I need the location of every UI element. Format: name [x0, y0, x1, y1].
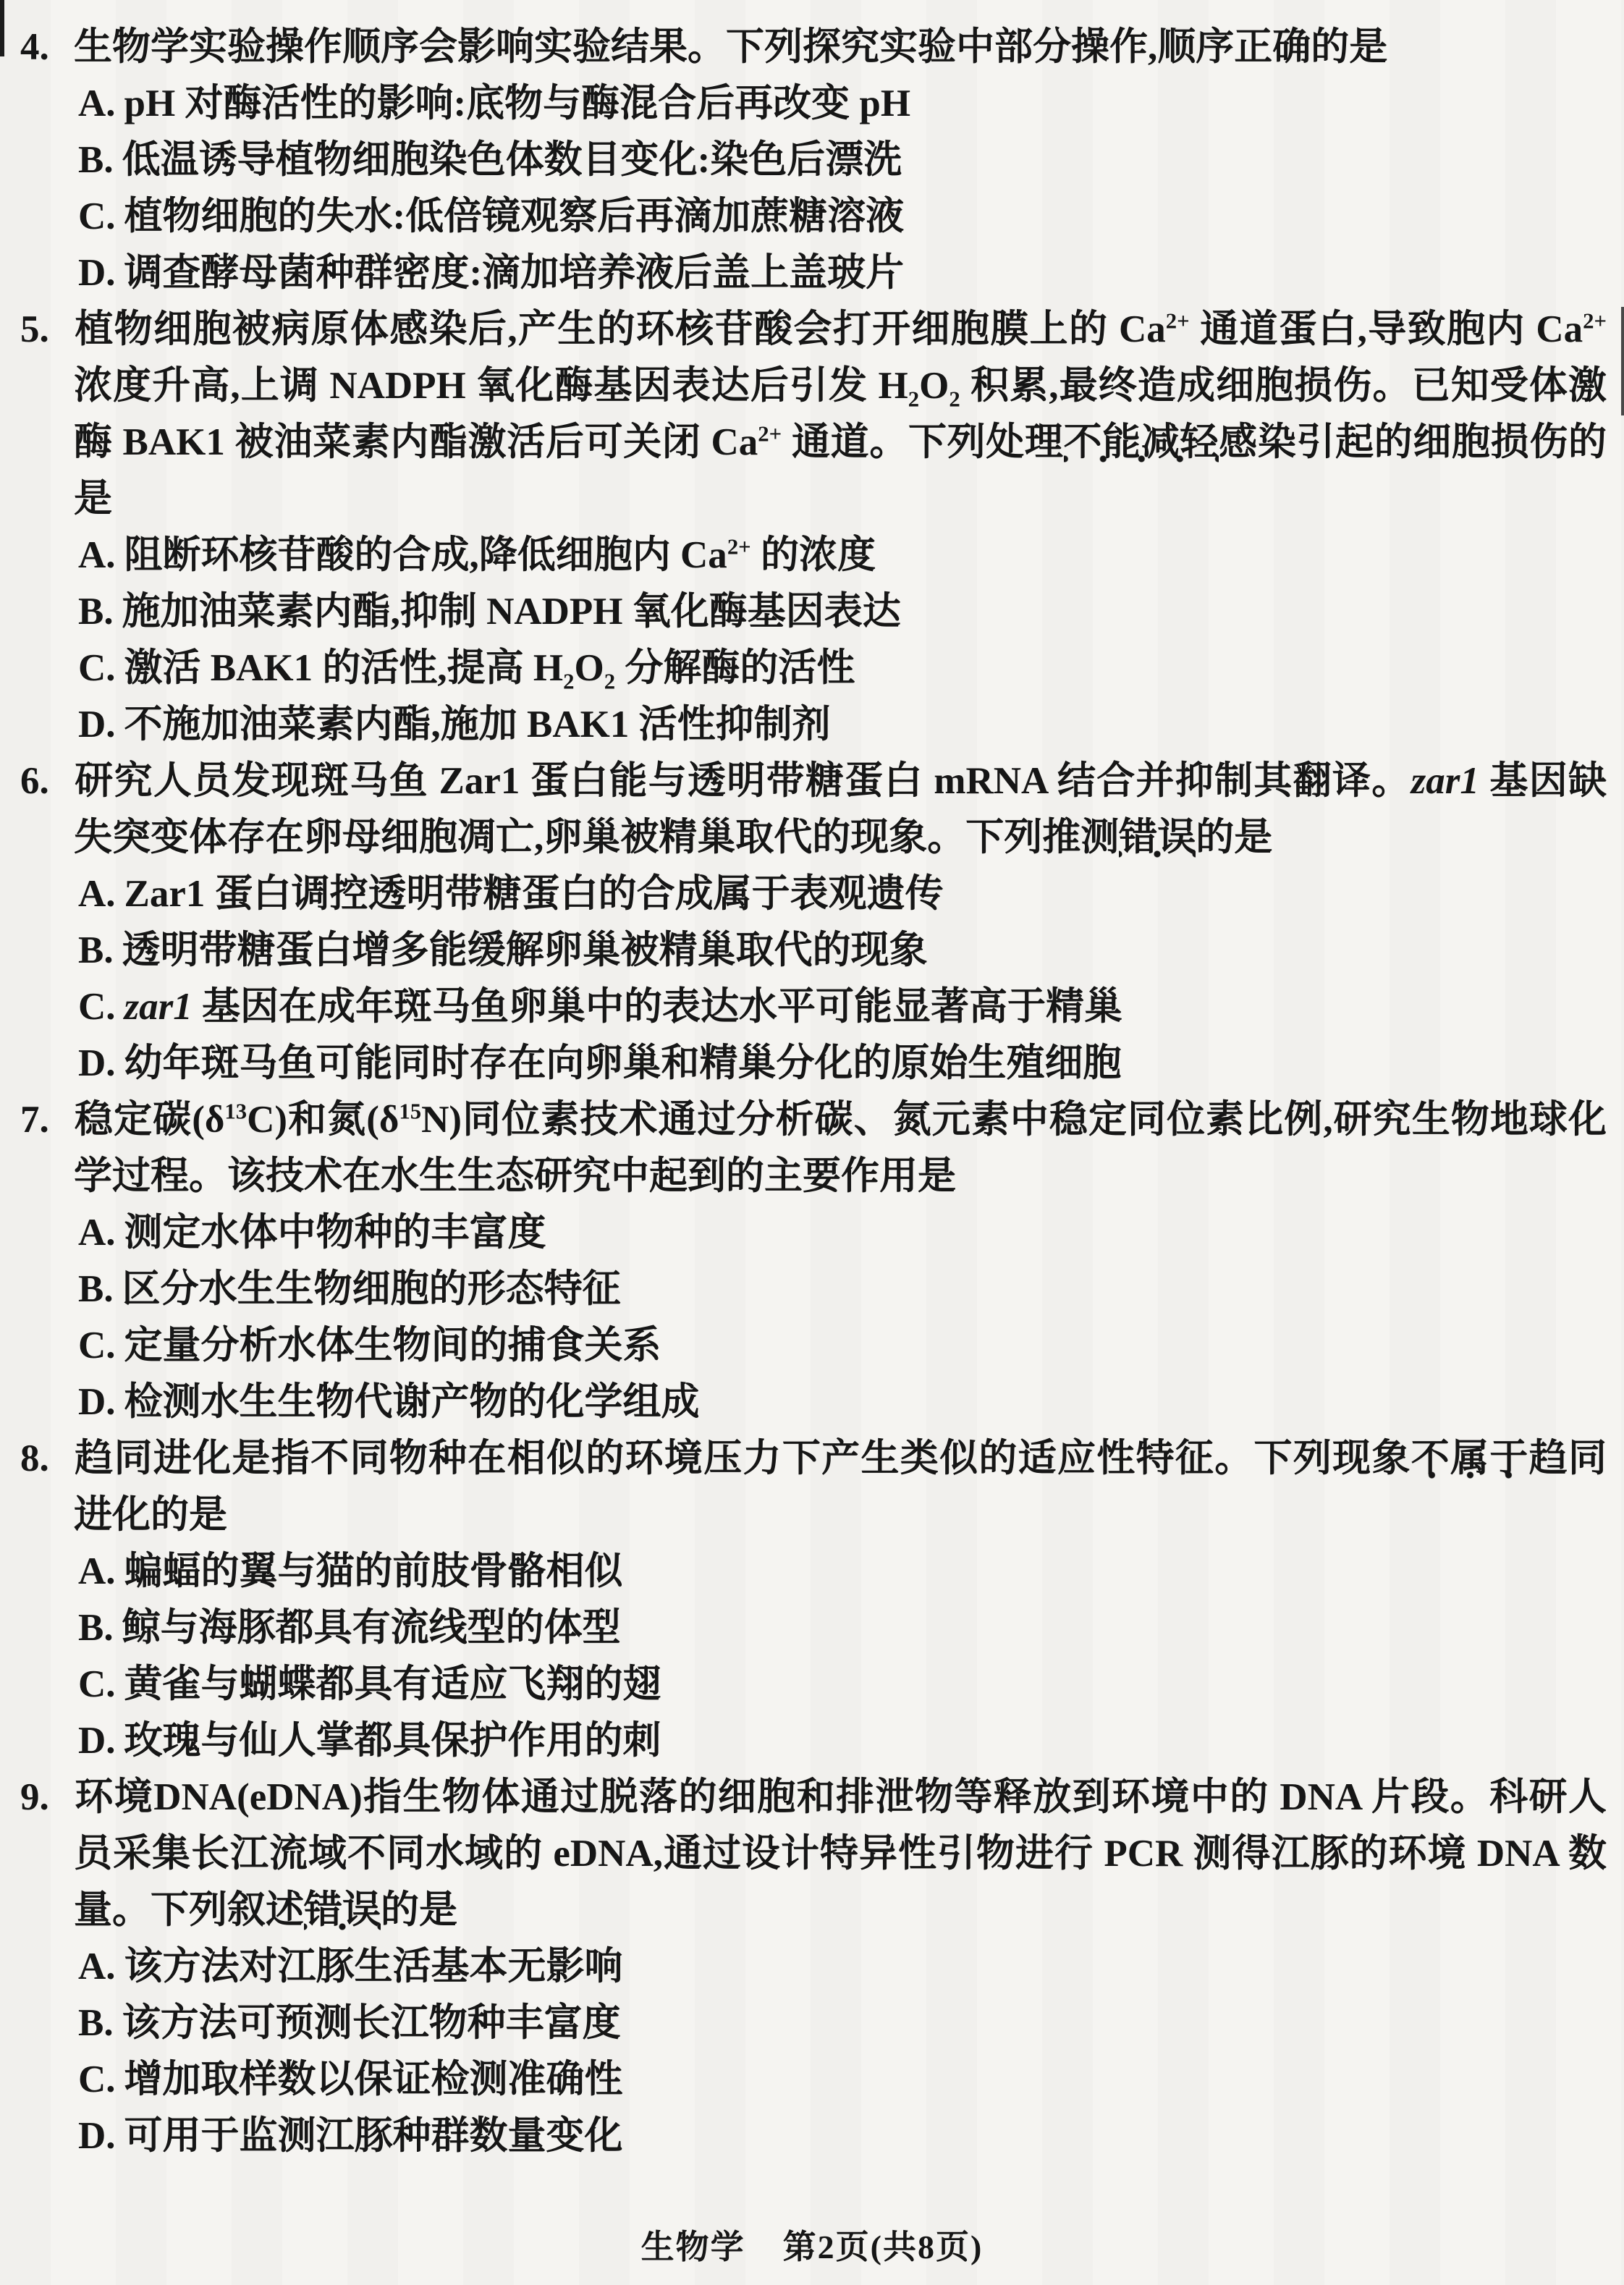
question-number: 5.: [20, 308, 49, 350]
option-text: 植物细胞的失水:低倍镜观察后再滴加蔗糖溶液: [124, 195, 905, 237]
question-stem: [20, 1091, 1607, 1204]
footer-subject: 生物学: [640, 2229, 745, 2265]
option-6A: [20, 866, 1607, 922]
option-6D: [20, 1035, 1607, 1091]
question-text: 环境DNA(eDNA)指生物体通过脱落的细胞和排泄物等释放到环境中的 DNA 片段。科研人员采集长江流域不同水域的 eDNA,通过设计特异性引物进行 PCR 测得江豚的环境 DNA 数量。下列叙述错误的是: [74, 1776, 1607, 1931]
scan-artifact-edge: [1621, 307, 1624, 415]
option-text: 不施加油菜素内酯,施加 BAK1 活性抑制剂: [124, 704, 831, 746]
question-stem: [20, 753, 1607, 866]
option-8B: [20, 1600, 1607, 1656]
option-8A: [20, 1543, 1607, 1600]
option-9A: [20, 1938, 1607, 1995]
question-9: [20, 1769, 1607, 2164]
question-4: [20, 19, 1607, 301]
question-stem: [20, 19, 1607, 75]
option-label: B.: [78, 2002, 114, 2044]
question-number: 9.: [20, 1776, 49, 1818]
question-number: 7.: [20, 1099, 49, 1141]
option-label: C.: [78, 986, 116, 1028]
question-number: 8.: [20, 1437, 49, 1479]
question-text: 生物学实验操作顺序会影响实验结果。下列探究实验中部分操作,顺序正确的是: [74, 26, 1388, 68]
option-text: 增加取样数以保证检测准确性: [124, 2058, 623, 2100]
page-footer: [0, 2219, 1624, 2276]
option-7A: [20, 1204, 1607, 1261]
option-label: B.: [78, 591, 114, 633]
question-5: [20, 301, 1607, 753]
question-list: [20, 19, 1607, 2164]
option-text: 幼年斑马鱼可能同时存在向卵巢和精巢分化的原始生殖细胞: [124, 1042, 1122, 1084]
option-4A: [20, 75, 1607, 132]
option-text: 阻断环核苷酸的合成,降低细胞内 $Ca^{2+}$ 的浓度: [124, 534, 876, 576]
question-8: [20, 1430, 1607, 1769]
option-label: D.: [78, 1042, 116, 1084]
option-label: C.: [78, 647, 116, 689]
question-text: 研究人员发现斑马鱼 Zar1 蛋白能与透明带糖蛋白 mRNA 结合并抑制其翻译。zar1 基因缺失突变体存在卵母细胞凋亡,卵巢被精巢取代的现象。下列推测错误的是: [74, 760, 1607, 858]
option-text: 透明带糖蛋白增多能缓解卵巢被精巢取代的现象: [122, 929, 928, 971]
question-stem: [20, 301, 1607, 527]
option-label: C.: [78, 2058, 116, 2100]
footer-page-number: 第2页(共8页): [782, 2229, 984, 2265]
option-text: 激活 BAK1 的活性,提高 $H_2O_2$ 分解酶的活性: [124, 647, 855, 694]
option-text: 检测水生生物代谢产物的化学组成: [124, 1381, 700, 1423]
option-label: A.: [78, 534, 116, 576]
question-number: 6.: [20, 760, 49, 802]
option-5D: [20, 696, 1607, 753]
question-number: 4.: [20, 26, 49, 68]
option-6B: [20, 922, 1607, 979]
option-label: D.: [78, 1720, 116, 1762]
option-9C: [20, 2051, 1607, 2108]
option-label: B.: [78, 1268, 114, 1310]
option-text: 低温诱导植物细胞染色体数目变化:染色后漂洗: [122, 139, 902, 181]
option-label: C.: [78, 1325, 116, 1367]
question-stem: [20, 1769, 1607, 1938]
option-8C: [20, 1656, 1607, 1712]
option-6C: [20, 979, 1607, 1035]
option-label: A.: [78, 1212, 116, 1254]
option-label: B.: [78, 929, 114, 971]
scan-artifact-edge: [0, 0, 4, 56]
option-7C: [20, 1317, 1607, 1374]
option-label: A.: [78, 1550, 116, 1592]
option-text: 该方法对江豚生活基本无影响: [124, 1946, 623, 1988]
option-label: D.: [78, 704, 116, 746]
option-label: C.: [78, 195, 116, 237]
option-text: 该方法可预测长江物种丰富度: [122, 2002, 621, 2044]
option-label: A.: [78, 83, 116, 124]
option-4D: [20, 245, 1607, 301]
option-text: 玫瑰与仙人掌都具保护作用的刺: [124, 1720, 661, 1762]
option-label: A.: [78, 1946, 116, 1988]
option-4B: [20, 132, 1607, 188]
option-4C: [20, 188, 1607, 245]
option-7D: [20, 1374, 1607, 1430]
option-label: C.: [78, 1663, 116, 1705]
option-7B: [20, 1261, 1607, 1317]
option-label: A.: [78, 873, 116, 915]
option-label: D.: [78, 2115, 116, 2157]
option-text: 施加油菜素内酯,抑制 NADPH 氧化酶基因表达: [122, 591, 901, 633]
question-stem: [20, 1430, 1607, 1543]
option-label: D.: [78, 1381, 116, 1423]
question-text: 植物细胞被病原体感染后,产生的环核苷酸会打开细胞膜上的 $Ca^{2+}$ 通道蛋白,导致胞内 $Ca^{2+}$ 浓度升高,上调 NADPH 氧化酶基因表达后引发 $H_2O_2$ 积累,最终造成细胞损伤。已知受体激酶 BAK1 被油菜素内酯激活后可关闭 $Ca^{2+}$ 通道。下列处理不能减轻感染引起的细胞损伤的是: [74, 308, 1607, 520]
option-5B: [20, 583, 1607, 640]
question-text: 趋同进化是指不同物种在相似的环境压力下产生类似的适应性特征。下列现象不属于趋同进化的是: [74, 1437, 1607, 1536]
option-9D: [20, 2108, 1607, 2164]
option-text: 测定水体中物种的丰富度: [124, 1212, 546, 1254]
option-text: 可用于监测江豚种群数量变化: [124, 2115, 623, 2157]
question-text: 稳定碳$(\delta^{13}C)$和氮$(\delta^{15}N)$同位素技术通过分析碳、氮元素中稳定同位素比例,研究生物地球化学过程。该技术在水生生态研究中起到的主要作用是: [74, 1099, 1607, 1197]
option-text: 鲸与海豚都具有流线型的体型: [122, 1607, 621, 1649]
option-8D: [20, 1712, 1607, 1769]
option-label: B.: [78, 1607, 114, 1649]
option-text: Zar1 蛋白调控透明带糖蛋白的合成属于表观遗传: [124, 873, 944, 915]
option-5C: [20, 640, 1607, 696]
option-9B: [20, 1995, 1607, 2051]
option-label: D.: [78, 252, 116, 294]
option-5A: [20, 527, 1607, 583]
option-text: 调查酵母菌种群密度:滴加培养液后盖上盖玻片: [124, 252, 905, 294]
question-6: [20, 753, 1607, 1091]
option-text: pH 对酶活性的影响:底物与酶混合后再改变 pH: [124, 83, 911, 124]
option-text: zar1 基因在成年斑马鱼卵巢中的表达水平可能显著高于精巢: [124, 986, 1123, 1028]
option-label: B.: [78, 139, 114, 181]
option-text: 蝙蝠的翼与猫的前肢骨骼相似: [124, 1550, 623, 1592]
option-text: 定量分析水体生物间的捕食关系: [124, 1325, 661, 1367]
option-text: 区分水生生物细胞的形态特征: [122, 1268, 621, 1310]
option-text: 黄雀与蝴蝶都具有适应飞翔的翅: [124, 1663, 661, 1705]
question-7: [20, 1091, 1607, 1430]
